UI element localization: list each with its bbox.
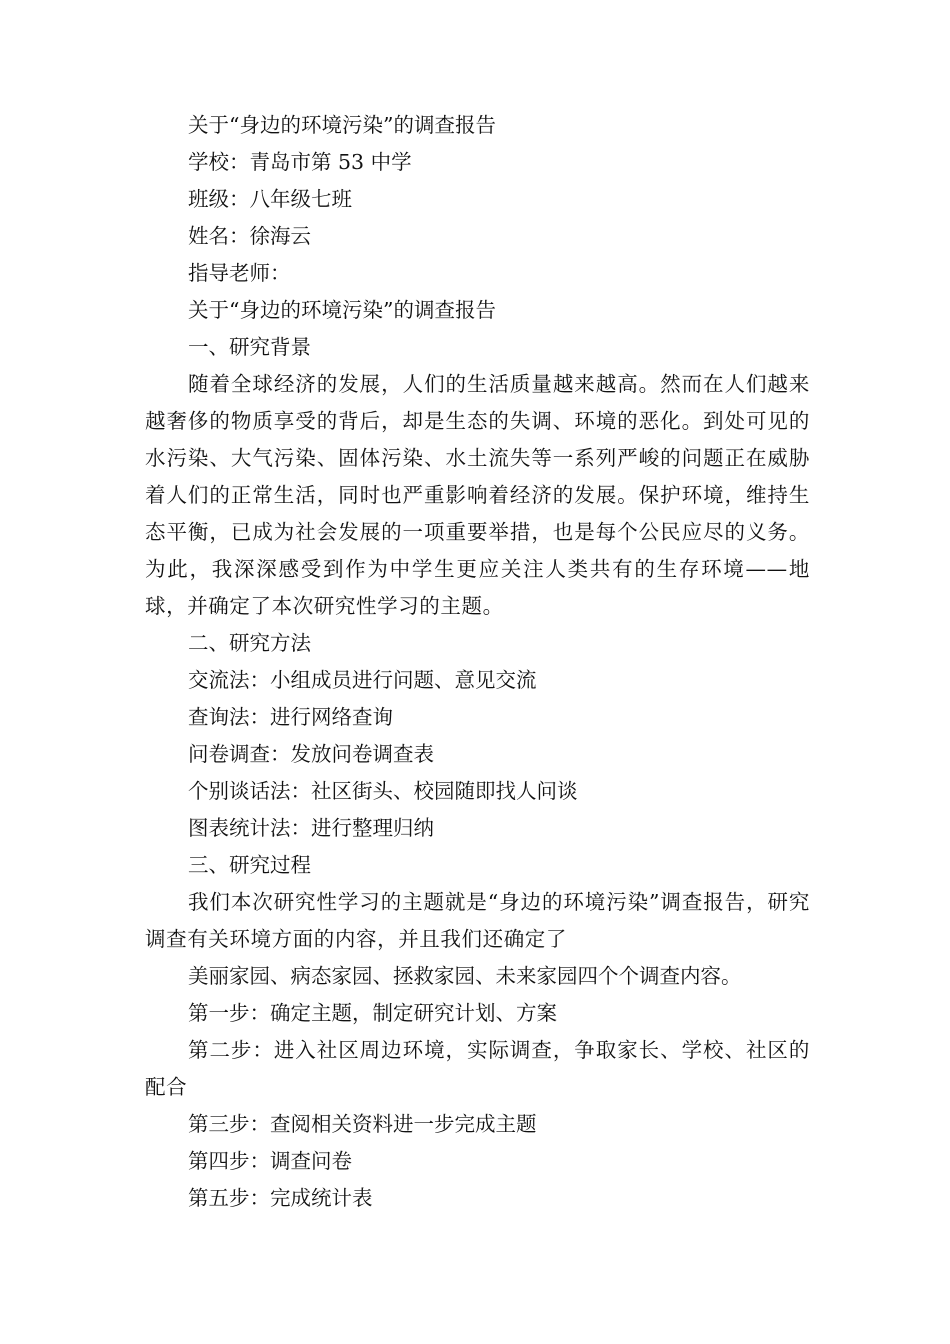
process-step-4: 第四步：调查问卷 <box>188 1149 352 1173</box>
header-title: 关于“身边的环境污染”的调查报告 <box>188 113 496 137</box>
name-line: 姓名：徐海云 <box>188 224 311 248</box>
section-heading-methods: 二、研究方法 <box>188 631 311 655</box>
report-title: 关于“身边的环境污染”的调查报告 <box>188 298 496 322</box>
section-heading-process: 三、研究过程 <box>188 853 311 877</box>
process-paragraph: 我们本次研究性学习的主题就是“身边的环境污染”调查报告，研究调查有关环境方面的内容，并且我们还确定了 <box>145 890 810 951</box>
process-step-1: 第一步：确定主题，制定研究计划、方案 <box>188 1001 557 1025</box>
method-item: 图表统计法：进行整理归纳 <box>188 816 434 840</box>
process-content-line: 美丽家园、病态家园、拯救家园、未来家园四个个调查内容。 <box>188 964 742 988</box>
background-paragraph: 随着全球经济的发展，人们的生活质量越来越高。然而在人们越来越奢侈的物质享受的背后，却是生态的失调、环境的恶化。到处可见的水污染、大气污染、固体污染、水土流失等一系列严峻的问题正在威胁着人们的正常生活，同时也严重影响着经济的发展。保护环境，维持生态平衡，已成为社会发展的一项重要举措，也是每个公民应尽的义务。为此，我深深感受到作为中学生更应关注人类共有的生存环境——地球，并确定了本次研究性学习的主题。 <box>145 372 810 618</box>
process-step-3: 第三步：查阅相关资料进一步完成主题 <box>188 1112 537 1136</box>
process-step-2: 第二步：进入社区周边环境，实际调查，争取家长、学校、社区的配合 <box>145 1038 810 1099</box>
teacher-line: 指导老师： <box>188 261 291 285</box>
process-step-5: 第五步：完成统计表 <box>188 1186 373 1210</box>
method-item: 查询法：进行网络查询 <box>188 705 393 729</box>
document-body <box>145 107 810 1217</box>
method-item: 交流法：小组成员进行问题、意见交流 <box>188 668 537 692</box>
class-line: 班级：八年级七班 <box>188 187 352 211</box>
method-item: 问卷调查：发放问卷调查表 <box>188 742 434 766</box>
section-heading-background: 一、研究背景 <box>188 335 311 359</box>
school-line: 学校：青岛市第 53 中学 <box>188 150 412 174</box>
method-item: 个别谈话法：社区街头、校园随即找人问谈 <box>188 779 578 803</box>
